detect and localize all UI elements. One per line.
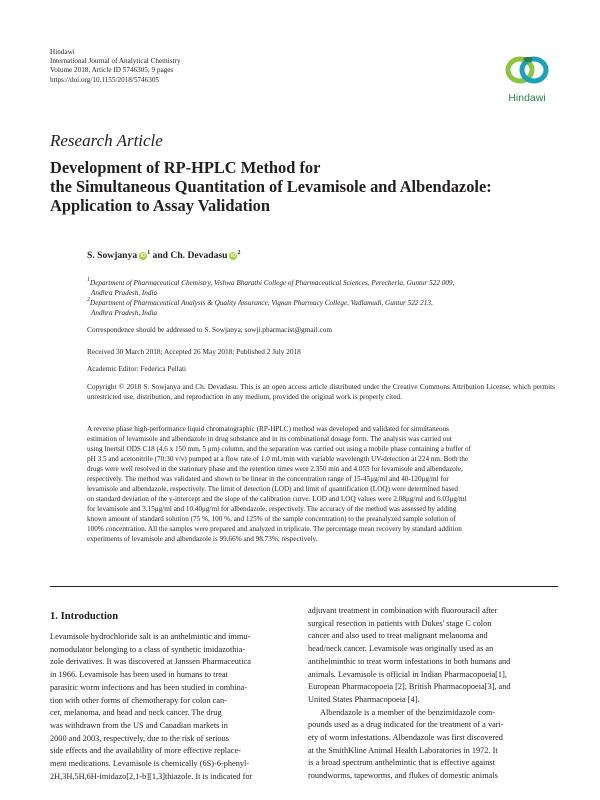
journal-header <box>50 48 181 85</box>
copyright-notice: Copyright © 2018 S. Sowjanya and Ch. Devadasu. This is an open access article distributed under the Creative Commons Attribution License, which permits unrestricted use, distribution, and reproduction in any medium, provided the original work is properly cited. <box>87 382 555 401</box>
body-line: in 1966. Levamisole has been used in humans to treat <box>50 670 228 680</box>
abstract-line: estimation of levamisole and albendazole in drug substance and in its combinational dosage form. The analysis was carried out <box>87 435 452 443</box>
body-line: ment medications. Levamisole is chemically (6S)-6-phenyl- <box>50 759 250 769</box>
body-line: head/neck cancer. Levamisole was originally used as an <box>308 644 494 654</box>
affiliation-number: 1 <box>87 277 90 283</box>
article-type: Research Article <box>50 131 163 150</box>
abstract-line: on standard deviation of the y-intercept and the slope of the calibration curve. LOD and LOQ values were 2.08μg/ml and 6.03μg/ml <box>87 495 467 503</box>
publication-dates: Received 30 March 2018; Accepted 26 May 2018; Published 2 July 2018 <box>87 347 301 356</box>
affiliation-number: 2 <box>87 297 90 303</box>
author-list <box>87 250 240 261</box>
body-line: ety of worm infestations. Albendazole was first discovered <box>308 733 503 743</box>
title-line: Development of RP-HPLC Method for <box>50 158 321 177</box>
doi-link[interactable]: https://doi.org/10.1155/2018/5746305 <box>50 75 160 84</box>
body-line: at the SmithKline Animal Health Laboratories in 1972. It <box>308 745 498 755</box>
body-line: nomodulator belonging to a class of synthetic imidazothia- <box>50 644 246 654</box>
logo-text: Hindawi <box>508 92 546 104</box>
volume-info: Volume 2018, Article ID 5746305, 9 pages <box>50 66 174 75</box>
body-line: European Pharmacopoeia [2], British Pharmacopoeia[3], and <box>308 682 511 692</box>
abstract-line: 100% concentration. All the samples were prepared and analyzed in triplicate. The percentage mean recovery by standard addition <box>87 525 462 533</box>
body-line: 2000 and 2003, respectively, due to the risk of serious <box>50 733 229 743</box>
body-line: Levamisole hydrochloride salt is an anthelmintic and immu- <box>50 632 251 641</box>
academic-editor: Academic Editor: Federica Pellati <box>87 364 187 373</box>
body-line: antihelminthic to treat worm infestations in both humans and <box>308 656 511 666</box>
body-line: is a broad spectrum anthelmintic that is effective against <box>308 758 495 768</box>
hindawi-logo-icon <box>496 48 558 92</box>
correspondence: Correspondence should be addressed to S. Sowjanya; sowji.pharmacist@gmail.com <box>87 325 333 334</box>
author-name[interactable]: S. Sowjanya <box>87 250 138 261</box>
affiliation <box>87 295 557 318</box>
abstract-line: for levamisole and 3.15μg/ml and 10.40μg/ml for albendazole, respectively. The accuracy of the method was assessed by adding <box>87 505 457 513</box>
affiliation-ref: 2 <box>237 250 241 256</box>
section-heading: 1. Introduction <box>50 611 119 622</box>
body-line: 2H,3H,5H,6H-imidazo[2,1-b][1,3]thiazole. It is indicated for <box>50 771 253 781</box>
section-divider <box>50 586 558 587</box>
body-line: animals. Levamisole is official in Indian Pharmacopoeia[1], <box>308 669 507 679</box>
abstract-line: experiments of levamisole and albendazole is 99.66% and 98.73%, respectively. <box>87 535 318 543</box>
body-line: roundworms, tapeworms, and flukes of domestic animals <box>308 771 498 781</box>
article-title <box>50 158 570 215</box>
orcid-icon[interactable]: iD <box>140 253 146 259</box>
body-line: United States Pharmacopoeia [4]. <box>308 694 420 704</box>
affiliation-ref: 1 <box>147 250 151 256</box>
body-line: was withdrawn from the US and Canadian markets in <box>50 720 228 730</box>
abstract-line: pH 3.5 and acetonitrile (70:30 v/v) pumped at a flow rate of 1.0 mL/min with variable wavelength UV-detection at 224 nm. Both the <box>87 455 469 463</box>
affiliation-text: Department of Pharmaceutical Chemistry, Vishwa Bharathi College of Pharmaceutical Sciences, Perecherla, Guntur 522 009, <box>90 279 455 287</box>
body-line: cancer and also used to treat malignant melanoma and <box>308 631 488 641</box>
left-column <box>50 631 293 783</box>
abstract-line: A reverse phase high-performance liquid chromatographic (RP-HPLC) method was developed and validated for simultaneous <box>87 425 449 433</box>
body-line: pounds used as a drug indicated for the treatment of a vari- <box>308 720 504 730</box>
affiliation-text: Andhra Pradesh, India <box>91 289 158 297</box>
hindawi-logo <box>496 48 558 108</box>
body-line: zole derivatives. It was discovered at Janssen Pharmaceutica <box>50 657 251 667</box>
abstract-line: levamisole and albendazole, respectively. The limit of detection (LOD) and limit of quantification (LOQ) were determined based <box>87 485 459 493</box>
body-line: adjuvant treatment in combination with fluorouracil after <box>308 606 498 615</box>
affiliation-text: Department of Pharmaceutical Analysis & Quality Assurance, Vignan Pharmacy College, Vadlamudi, Guntur 522 213, <box>90 299 433 307</box>
body-line: surgical resection in patients with Dukes' stage C colon <box>308 618 492 628</box>
abstract <box>87 424 555 544</box>
body-line: parasitic worm infections and has been studied in combina- <box>50 682 248 692</box>
affiliation-text: Andhra Pradesh, India <box>91 309 158 317</box>
title-line: the Simultaneous Quantitation of Levamisole and Albendazole: <box>50 177 492 196</box>
body-line: side effects and the availability of more effective replace- <box>50 746 241 756</box>
publisher-name: Hindawi <box>50 48 75 56</box>
abstract-line: drugs were well resolved in the stationary phase and the retention times were 2.350 min and 4.055 for levamisole and albendazole, <box>87 465 463 473</box>
body-line: Albendazole is a member of the benzimidazole com- <box>320 707 496 717</box>
abstract-line: known amount of standard solution (75 %, 100 %, and 125% of the sample concentration) to the preanalyzed sample solution of <box>87 515 456 523</box>
abstract-line: respectively. The method was validated and shown to be linear in the concentration range of 15-45μg/ml and 40-120μg/ml for <box>87 475 449 483</box>
body-line: tion with other forms of chemotherapy for colon can- <box>50 695 227 705</box>
abstract-line: using Inertsil ODS C18 (4.6 x 150 mm, 5 μm) column, and the separation was carried out using a mobile phase containing a buffer of <box>87 445 471 453</box>
body-line: cer, melanoma, and head and neck cancer. The drug <box>50 708 222 718</box>
journal-name: International Journal of Analytical Chemistry <box>50 57 181 66</box>
author-name[interactable]: and Ch. Devadasu <box>152 250 228 261</box>
title-line: Application to Assay Validation <box>50 196 270 215</box>
right-column <box>308 605 558 783</box>
orcid-icon[interactable]: iD <box>230 253 236 259</box>
